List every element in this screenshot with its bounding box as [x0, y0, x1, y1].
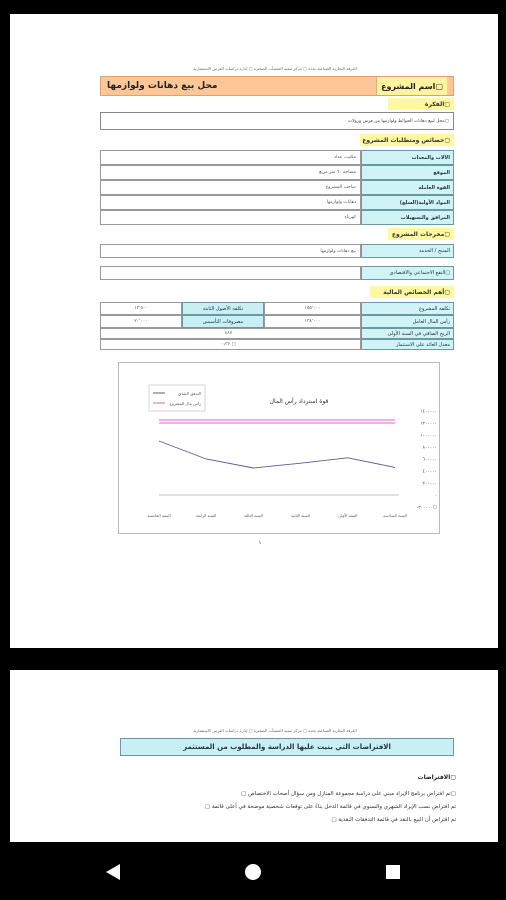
spec-value: كهرباء	[100, 210, 361, 225]
financial-label-2: تكلفة الأصول الثابتة	[182, 302, 264, 315]
android-nav-bar	[0, 842, 506, 900]
legend-label: رأس مال المشروع	[169, 401, 201, 406]
legend-label: التدفق النقدي	[178, 391, 201, 396]
assumption-item: ▢ تم افتراض نسب الإيراد الشهري والسنوي في قائمة الدخل بناءً على توقعات شخصية موضحة في أعلى قائمة	[204, 804, 456, 810]
spec-row	[100, 165, 454, 180]
assumptions-banner: الافتراضات التي بنيت عليها الدراسة والمطلوب من المستثمر	[120, 738, 454, 756]
financial-label: تكلفة المشروع	[361, 302, 454, 315]
x-tick-label: السنة السادسة	[383, 513, 407, 518]
header-note-2: الغرفة التجارية الصناعية بجدة ▢ مركز تنمية المنشآت الصغيرة ▢ إدارة دراسات الفرص الاستثمارية	[193, 728, 357, 733]
home-icon[interactable]	[243, 862, 263, 882]
spec-label: الموقع	[361, 165, 454, 180]
financial-label: رأس المال العامل	[361, 315, 454, 328]
assumptions-list	[90, 788, 456, 827]
y-tick-label: ٠	[434, 493, 437, 499]
document-page-2	[10, 670, 498, 842]
spec-label: القوة العاملة	[361, 180, 454, 195]
capital-recovery-chart	[118, 362, 440, 534]
assumption-item: ▢ تم افتراض أن البيع بالنقد في قائمة التدفقات النقدية	[331, 817, 456, 823]
assumption-item: ▢ تم افتراض برنامج الإيراد مبني على دراسة مجموعة المنازل ومن سؤال أصحاب الاختصاص▢	[241, 791, 456, 797]
spec-row	[100, 150, 454, 165]
profit-label: الربح الصافي في السنة الأولى	[361, 328, 454, 339]
x-tick-label: السنة الثانية	[291, 513, 310, 518]
return-label: معدل العائد على الاستثمار	[361, 339, 454, 350]
recents-icon[interactable]	[383, 862, 403, 882]
financial-value: ١٣٨٬٠٠٠	[264, 315, 361, 328]
social-row	[100, 266, 454, 280]
financial-table	[100, 302, 454, 328]
financial-value: ١٥٥٬٠٠٠	[264, 302, 361, 315]
spec-value: مساحة ٦٠ متر مربع	[100, 165, 361, 180]
header-note: الغرفة التجارية الصناعية بجدة ▢ مركز تنمية المنشآت الصغيرة ▢ إدارة دراسات الفرص الاستثمارية	[193, 66, 357, 71]
spec-label: المواد الأولية(السلع)	[361, 195, 454, 210]
spec-value: مكتب، عداد	[100, 150, 361, 165]
product-value: بيع دهانات ولوازمها	[100, 244, 361, 258]
financial-label-2: مصروفات التأسيس	[182, 315, 264, 328]
y-tick-label: ٤٠٠٠٠٠	[422, 469, 437, 475]
profit-row	[100, 328, 454, 339]
return-value: ٠٫٣٧ ▢	[100, 339, 361, 350]
idea-text: محل لبيع دهانات الحوائط ولوازمها من فرش ورولات▢	[100, 112, 454, 130]
product-label: المنتج / الخدمة	[361, 244, 454, 258]
y-tick-label: ١٠٠٠٠٠٠	[420, 433, 437, 439]
assumptions-label: الافتراضات▢	[417, 774, 456, 781]
return-row	[100, 339, 454, 350]
y-tick-label: -٢٠٠٠٠٠▢	[416, 505, 437, 511]
chart-legend	[149, 385, 205, 411]
specs-label: خصائص ومتطلبات المشروع▢	[360, 134, 454, 146]
financial-label: أهم الخصائص المالية▢	[370, 286, 454, 298]
y-tick-label: ١٤٠٠٠٠٠	[420, 409, 437, 415]
project-label: اسم المشروع▢	[376, 77, 447, 95]
project-name: محل بيع دهانات ولوازمها	[107, 81, 218, 91]
spec-label: الآلات والمعدات	[361, 150, 454, 165]
spec-row	[100, 180, 454, 195]
chart-title: قوة استرداد رأس المال	[269, 398, 329, 405]
spec-label: المرافق والتسهيلات	[361, 210, 454, 225]
x-tick-label: السنة الأولى	[338, 513, 358, 518]
x-tick-label: السنة الرابعة	[196, 513, 217, 518]
x-tick-label: السنة الثالثة	[243, 513, 263, 518]
social-label: النفع الاجتماعي والاقتصادي▢	[361, 266, 454, 280]
y-tick-label: ٨٠٠٠٠٠	[422, 445, 437, 451]
project-title-bar	[100, 76, 454, 96]
series-line-0	[159, 441, 395, 468]
spec-value: صاحب المشروع	[100, 180, 361, 195]
y-tick-label: ٢٠٠٠٠٠	[422, 481, 437, 487]
y-tick-label: ١٢٠٠٠٠٠	[420, 421, 437, 427]
x-tick-label: السنة الخامسة	[147, 513, 171, 518]
financial-row	[100, 302, 454, 315]
financial-row	[100, 315, 454, 328]
outputs-label: مخرجات المشروع▢	[388, 228, 454, 240]
document-page-1	[10, 14, 498, 648]
y-tick-label: ٦٠٠٠٠٠	[422, 457, 437, 463]
specs-table	[100, 150, 454, 225]
page-number: ١	[258, 540, 262, 546]
spec-row	[100, 210, 454, 225]
idea-label: الفكرة▢	[388, 98, 454, 110]
social-value	[100, 266, 361, 280]
financial-value-2: ٢٠٬٠٠٠	[100, 315, 182, 328]
financial-value-2: ١٣٬٥٠٠	[100, 302, 182, 315]
product-row	[100, 244, 454, 258]
profit-value: ٤٨٧	[100, 328, 361, 339]
spec-row	[100, 195, 454, 210]
back-icon[interactable]	[102, 862, 122, 882]
spec-value: دهانات ولوازمها	[100, 195, 361, 210]
